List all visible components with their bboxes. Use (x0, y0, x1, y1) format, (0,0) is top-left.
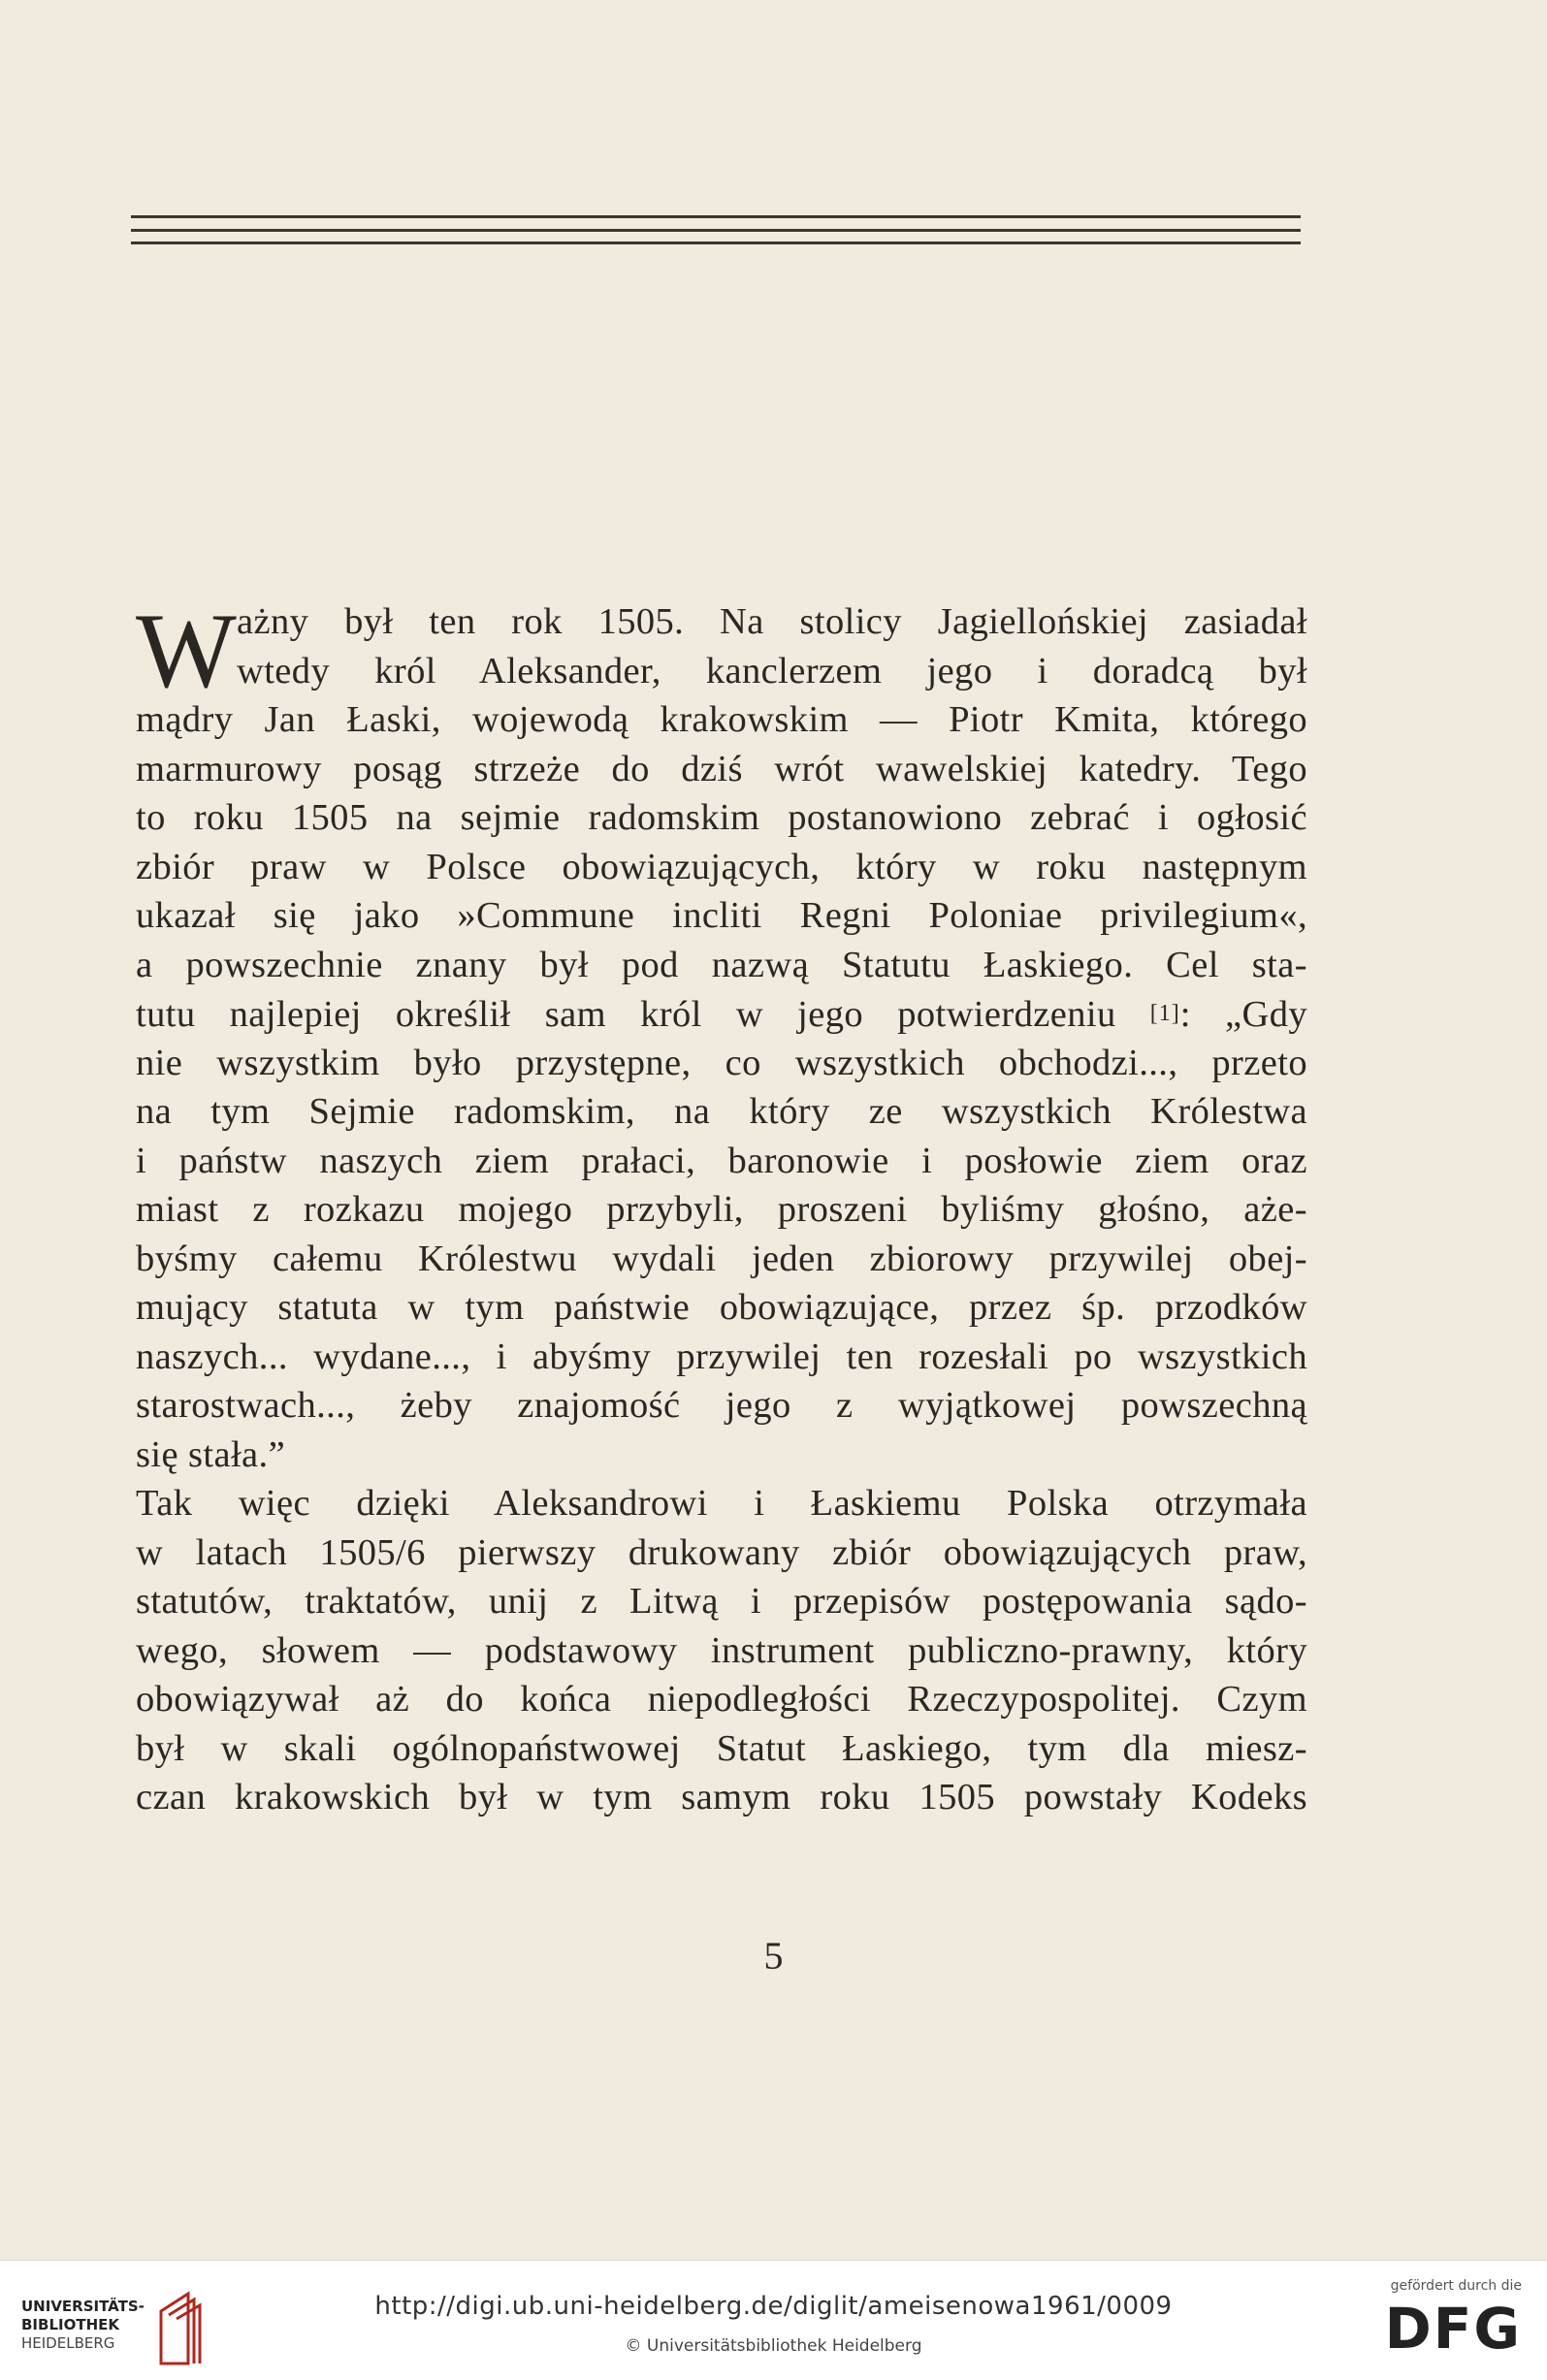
funder-note: gefördert durch die (1390, 2278, 1522, 2294)
text-line: nie wszystkim było przystępne, co wszystkich obchodzi..., przeto (136, 1042, 1307, 1083)
page-number: 5 (763, 1934, 784, 1978)
text-line: wego, słowem — podstawowy instrument publiczno-prawny, który (136, 1629, 1307, 1671)
text-line: wtedy król Aleksander, kanclerzem jego i doradcą był (237, 650, 1307, 691)
footnote-ref: [1] (1149, 1001, 1180, 1026)
text-line: marmurowy posąg strzeże do dziś wrót wawelskiej katedry. Tego (136, 748, 1307, 789)
text-line: ukazał się jako »Commune incliti Regni Poloniae privilegium«, (136, 895, 1307, 936)
text-line: mujący statuta w tym państwie obowiązujące, przez śp. przodków (136, 1287, 1307, 1328)
text-line: i państw naszych ziem prałaci, baronowie i posłowie ziem oraz (136, 1140, 1307, 1181)
text-line: na tym Sejmie radomskim, na który ze wszystkich Królestwa (136, 1091, 1307, 1132)
text-line: Tak więc dzięki Aleksandrowi i Łaskiemu Polska otrzymała (136, 1483, 1307, 1524)
text-line: a powszechnie znany był pod nazwą Statutu Łaskiego. Cel sta- (136, 944, 1307, 985)
text-line: starostwach..., żeby znajomość jego z wyjątkowej powszechną (136, 1385, 1307, 1426)
library-name-line: BIBLIOTHEK (21, 2316, 119, 2333)
text-segment: tutu najlepiej określił sam król w jego potwierdzeniu (136, 994, 1116, 1035)
text-line: to roku 1505 na sejmie radomskim postanowiono zebrać i ogłosić (136, 797, 1307, 838)
text-line: się stała.” (136, 1433, 286, 1475)
text-line: statutów, traktatów, unij z Litwą i przepisów postępowania sądo- (136, 1581, 1307, 1622)
copyright-notice: © Universitätsbibliothek Heidelberg (625, 2336, 922, 2356)
decorative-double-rule (131, 215, 1301, 256)
text-line: obowiązywał aż do końca niepodległości Rzeczypospolitej. Czym (136, 1679, 1307, 1720)
text-line: zbiór praw w Polsce obowiązujących, który w roku następnym (136, 846, 1307, 887)
funder-name: DFG (1384, 2296, 1522, 2362)
text-line (136, 989, 1307, 1039)
text-line: w latach 1505/6 pierwszy drukowany zbiór obowiązujących praw, (136, 1531, 1307, 1573)
funder-logo[interactable] (1367, 2278, 1522, 2370)
body-text (136, 592, 1307, 1822)
text-segment: : „Gdy (1179, 994, 1307, 1035)
text-line: byśmy całemu Królestwu wydali jeden zbiorowy przywilej obej- (136, 1238, 1307, 1279)
library-name-line: HEIDELBERG (21, 2334, 115, 2352)
text-line: był w skali ogólnopaństwowej Statut Łaskiego, tym dla miesz- (136, 1727, 1307, 1769)
text-line: czan krakowskich był w tym samym roku 1505 powstały Kodeks (136, 1777, 1307, 1817)
drop-cap: W (136, 592, 237, 710)
text-line: ażny był ten rok 1505. Na stolicy Jagiellońskiej zasiadał (237, 601, 1307, 642)
text-line: naszych... wydane..., i abyśmy przywilej ten rozesłali po wszystkich (136, 1335, 1307, 1377)
library-name-line: UNIVERSITÄTS- (21, 2298, 145, 2315)
text-line: mądry Jan Łaski, wojewodą krakowskim — Piotr Kmita, którego (136, 699, 1307, 740)
text-line: miast z rozkazu mojego przybyli, proszeni byliśmy głośno, aże- (136, 1189, 1307, 1230)
permalink-url[interactable]: http://digi.ub.uni-heidelberg.de/diglit/ameisenowa1961/0009 (374, 2292, 1173, 2321)
viewer-footer (0, 2260, 1547, 2380)
